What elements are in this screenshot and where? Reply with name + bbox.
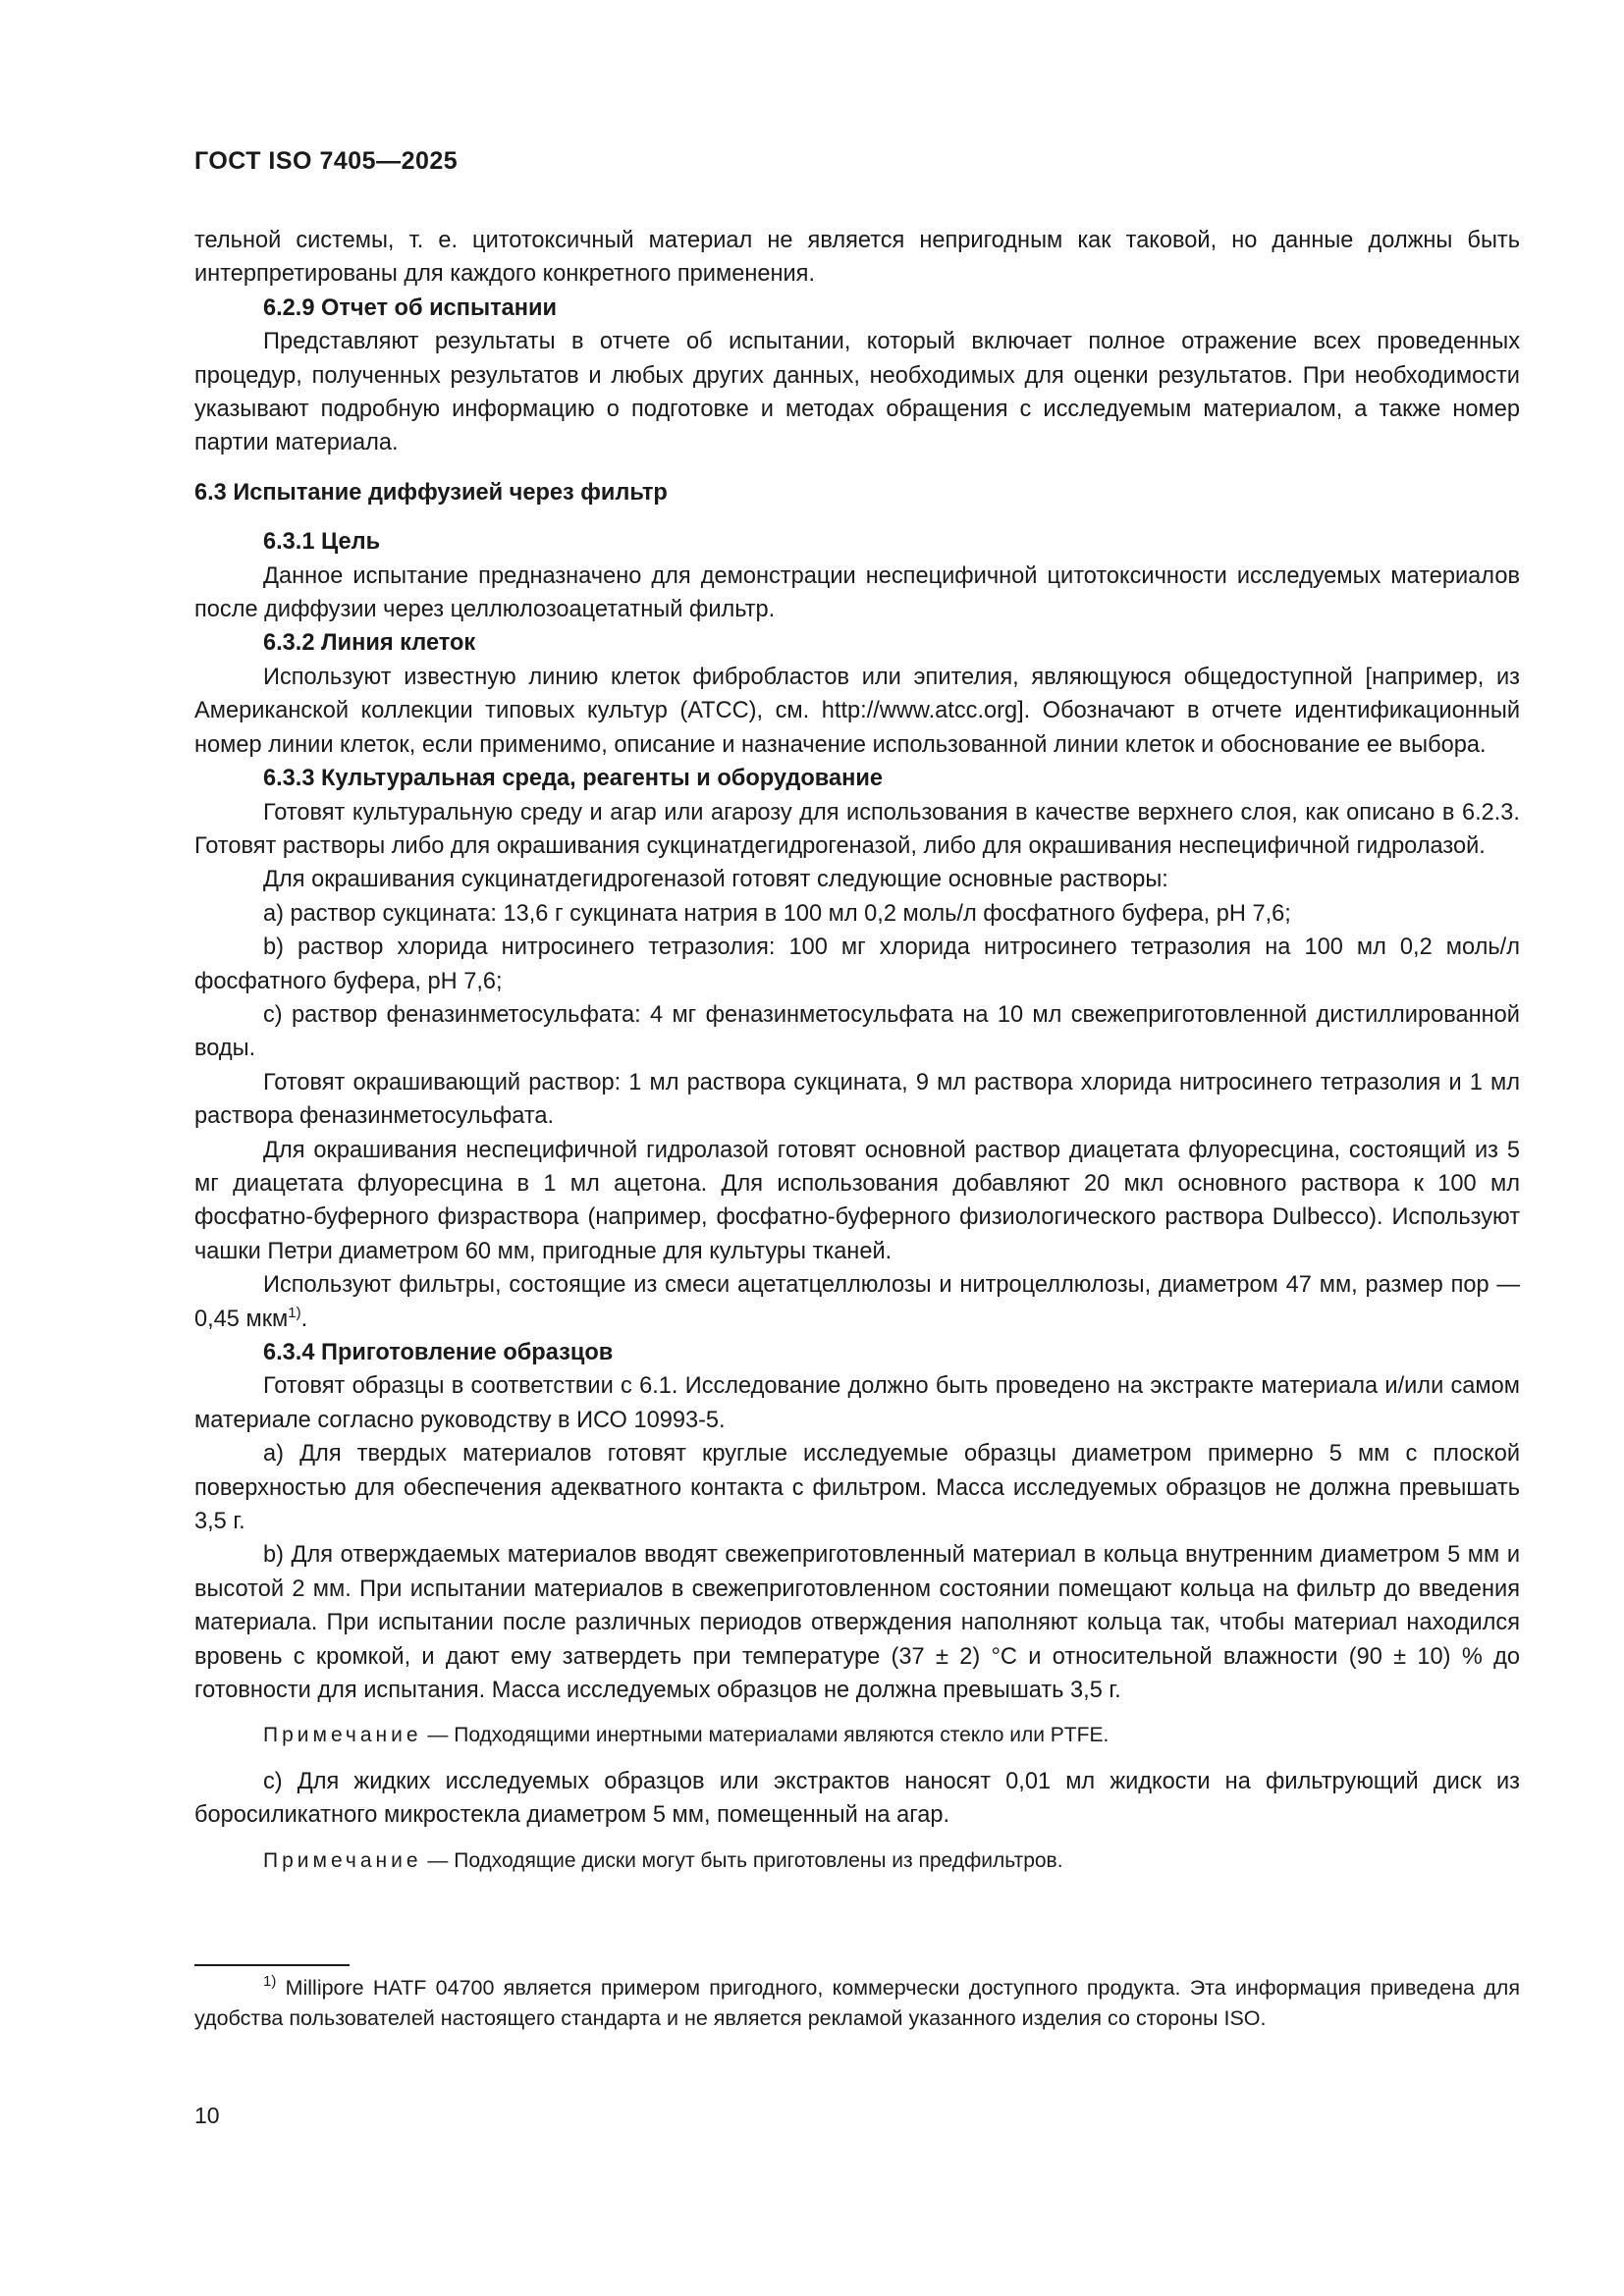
note <box>194 1719 1520 1752</box>
section-heading-6-3-2: 6.3.2 Линия клеток <box>263 630 476 657</box>
page-number: 10 <box>194 2103 220 2128</box>
note-label: Примечание <box>263 1848 422 1872</box>
footnote-mark: 1) <box>263 1973 277 1990</box>
paragraph-text: Используют фильтры, состоящие из смеси ацетатцеллюлозы и нитроцеллюлозы, диаметром 47 мм, размер пор — 0,45 мкм <box>194 1272 1520 1332</box>
section-heading-6-3-3: 6.3.3 Культуральная среда, реагенты и оборудование <box>263 766 883 792</box>
paragraph: Готовят окрашивающий раствор: 1 мл раствора сукцината, 9 мл раствора хлорида нитросинего тетразолия и 1 мл раствора феназинметосульфата. <box>194 1069 1520 1130</box>
paragraph: Для окрашивания неспецифичной гидролазой готовят основной раствор диацетата флуоресцина, состоящий из 5 мг диацетата флуоресцина в 1 мл ацетона. Для использования добавляют 20 мкл основного раствора к 100 мл фосфатно-буферного физраствора (например, фосфатно-буферного физиологического раствора Dulbecco). Используют чашки Петри диаметром 60 мм, пригодные для культуры тканей. <box>194 1137 1520 1264</box>
paragraph: Представляют результаты в отчете об испытании, который включает полное отражение всех проведенных процедур, полученных результатов и любых других данных, необходимых для оценки результатов. При необходимости указывают подробную информацию о подготовке и методах обращения с исследуемым материалом, а также номер партии материала. <box>194 329 1520 456</box>
paragraph: тельной системы, т. е. цитотоксичный материал не является непригодным как таковой, но данные должны быть интерпретированы для каждого конкретного применения. <box>194 228 1520 288</box>
note-label: Примечание <box>263 1724 422 1747</box>
paragraph <box>194 1268 1520 1336</box>
section-heading-6-3-4: 6.3.4 Приготовление образцов <box>263 1340 614 1365</box>
footnote-text <box>194 1973 1520 2033</box>
document-body <box>194 224 1520 1890</box>
footnote-divider <box>194 1964 350 1966</box>
footnote-ref: 1) <box>288 1304 301 1321</box>
section-heading-6-3-1: 6.3.1 Цель <box>263 529 381 556</box>
list-item: b) раствор хлорида нитросинего тетразолия: 100 мг хлорида нитросинего тетразолия на 100 мл 0,2 моль/л фосфатного буфера, pH 7,6; <box>194 934 1520 994</box>
paragraph: Для окрашивания сукцинатдегидрогеназой готовят следующие основные растворы: <box>263 867 1168 893</box>
paragraph: Готовят образцы в соответствии с 6.1. Исследование должно быть проведено на экстракте материала и/или самом материале согласно руководству в ИСО 10993-5. <box>194 1373 1520 1433</box>
document-header: ГОСТ ISO 7405—2025 <box>194 147 459 175</box>
section-heading-6-3: 6.3 Испытание диффузией через фильтр <box>194 479 668 506</box>
paragraph: Готовят культуральную среду и агар или агарозу для использования в качестве верхнего слоя, как описано в 6.2.3. Готовят растворы либо для окрашивания сукцинатдегидрогеназой, либо для окрашивания неспецифичной гидролазой. <box>194 799 1520 859</box>
list-item: a) Для твердых материалов готовят круглые исследуемые образцы диаметром примерно 5 мм с плоской поверхностью для обеспечения адекватного контакта с фильтром. Масса исследуемых образцов не должна превышать 3,5 г. <box>194 1441 1520 1535</box>
section-heading-6-2-9: 6.2.9 Отчет об испытании <box>263 294 558 321</box>
note-text: — Подходящими инертными материалами являются стекло или PTFE. <box>421 1724 1110 1747</box>
paragraph-text-end: . <box>300 1306 308 1332</box>
note <box>194 1844 1520 1878</box>
list-item: c) раствор феназинметосульфата: 4 мг феназинметосульфата на 10 мл свежеприготовленной дистиллированной воды. <box>194 1001 1520 1062</box>
paragraph: Используют известную линию клеток фибробластов или эпителия, являющуюся общедоступной [например, из Американской коллекции типовых культур (АТСС), см. http://www.atcc.org]. Обозначают в отчете идентификационный номер линии клеток, если применимо, описание и назначение использованной линии клеток и обоснование ее выбора. <box>194 664 1520 758</box>
list-item: b) Для отверждаемых материалов вводят свежеприготовленный материал в кольца внутренним диаметром 5 мм и высотой 2 мм. При испытании материалов в свежеприготовленном состоянии помещают кольца на фильтр до введения материала. При испытании после различных периодов отверждения наполняют кольца так, чтобы материал находился вровень с кромкой, и дают ему затвердеть при температуре (37 ± 2) °C и относительной влажности (90 ± 10) % до готовности для испытания. Масса исследуемых образцов не должна превышать 3,5 г. <box>194 1542 1520 1704</box>
list-item: c) Для жидких исследуемых образцов или экстрактов наносят 0,01 мл жидкости на фильтрующий диск из боросиликатного микростекла диаметром 5 мм, помещенный на агар. <box>194 1768 1520 1829</box>
footnote-body: Millipore HATF 04700 является примером пригодного, коммерчески доступного продукта. Эта информация приведена для удобства пользователей настоящего стандарта и не является рекламой указанного изделия со стороны ISO. <box>194 1976 1520 2030</box>
footnote <box>194 1973 1520 2033</box>
paragraph: Данное испытание предназначено для демонстрации неспецифичной цитотоксичности исследуемых материалов после диффузии через целлюлозоацетатный фильтр. <box>194 562 1520 623</box>
list-item: a) раствор сукцината: 13,6 г сукцината натрия в 100 мл 0,2 моль/л фосфатного буфера, pH 7,6; <box>263 900 1291 927</box>
note-text: — Подходящие диски могут быть приготовлены из предфильтров. <box>421 1848 1063 1872</box>
